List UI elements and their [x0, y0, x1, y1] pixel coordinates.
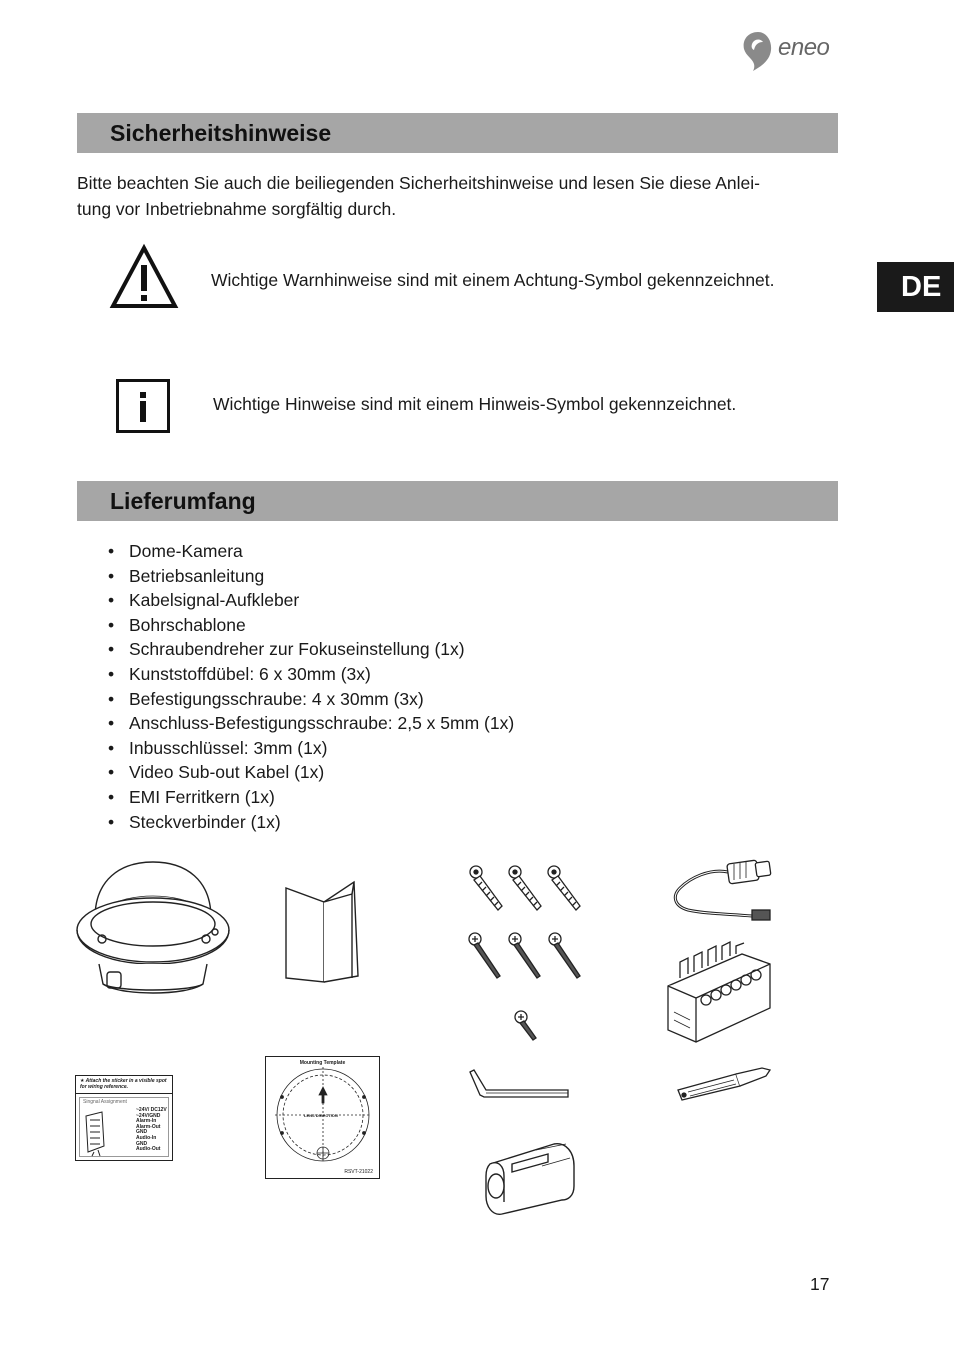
small-screw-illustration [512, 1008, 542, 1042]
section-title: Sicherheitshinweise [110, 120, 332, 146]
ferrite-core-illustration [482, 1140, 578, 1216]
sticker-row: Alarm-In [136, 1118, 157, 1125]
template-code: RSVT-21022 [344, 1169, 373, 1175]
warning-text: Wichtige Warnhinweise sind mit einem Achtung-Symbol gekennzeichnet. [211, 270, 775, 290]
mounting-template [265, 1056, 380, 1179]
list-item: • Schraubendreher zur Fokuseinstellung (1x) [108, 639, 465, 660]
sticker-row: ~24V/ DC12V [136, 1107, 167, 1113]
list-item: • Steckverbinder (1x) [108, 811, 281, 832]
wall-plugs-illustration [466, 862, 591, 914]
section-title: Lieferumfang [110, 488, 256, 514]
dome-camera-illustration [75, 860, 231, 998]
list-item: • Dome-Kamera [108, 541, 243, 561]
manual-illustration [282, 876, 362, 986]
sticker-row: Alarm-Out [136, 1123, 161, 1130]
sticker-note: ★ Attach the sticker in a visible spot for wiring reference. [76, 1076, 172, 1094]
language-tab: DE [877, 262, 954, 312]
sticker-row: GND [136, 1129, 148, 1136]
list-item: • Betriebsanleitung [108, 565, 265, 586]
section-header-safety [77, 113, 838, 153]
intro-line: tung vor Inbetriebnahme sorgfältig durch. [77, 199, 397, 219]
eneo-logo-mark-icon [740, 30, 776, 72]
sticker-title: Singnal Assignment [83, 1099, 127, 1105]
hex-key-illustration [468, 1068, 570, 1100]
template-title: Mounting Template [299, 1060, 346, 1066]
section-header-scope [77, 481, 838, 521]
list-item: • Kabelsignal-Aufkleber [108, 590, 300, 611]
sticker-row: Audio-In [136, 1134, 157, 1141]
page-number: 17 [810, 1274, 830, 1294]
scope-list [108, 539, 514, 834]
sticker-row: Audio-Out [136, 1146, 161, 1153]
info-box-icon [116, 379, 170, 433]
logo-wordmark: eneo [778, 34, 830, 61]
sticker-rows [136, 1108, 167, 1153]
connector-sketch-icon [82, 1110, 108, 1156]
cable-signal-sticker [75, 1075, 173, 1161]
screws-illustration [466, 930, 591, 982]
sticker-row: GND [136, 1140, 148, 1147]
list-item: • Bohrschablone [108, 614, 246, 635]
list-item: • Befestigungsschraube: 4 x 30mm (3x) [108, 688, 424, 709]
list-item: • EMI Ferritkern (1x) [108, 786, 275, 807]
list-item: • Kunststoffdübel: 6 x 30mm (3x) [108, 663, 371, 684]
video-cable-illustration [670, 858, 774, 924]
warning-triangle-icon [110, 245, 178, 309]
list-item: • Video Sub-out Kabel (1x) [108, 762, 325, 783]
terminal-connector-illustration [660, 942, 774, 1050]
focus-screwdriver-illustration [674, 1066, 774, 1102]
list-item: • Anschluss-Befestigungsschraube: 2,5 x 5mm (1x) [108, 713, 515, 734]
eneo-logo [740, 30, 840, 72]
intro-line: Bitte beachten Sie auch die beiliegenden Sicherheitshinweise und lesen Sie diese Anlei- [77, 173, 760, 193]
safety-intro [77, 170, 837, 222]
lens-direction-label: LENS DIRECTION [304, 1113, 338, 1118]
info-text: Wichtige Hinweise sind mit einem Hinweis-Symbol gekennzeichnet. [213, 394, 737, 414]
list-item: • Inbusschlüssel: 3mm (1x) [108, 737, 328, 758]
sticker-row: ~24V/GND [136, 1112, 161, 1119]
sticker-panel [79, 1097, 169, 1157]
